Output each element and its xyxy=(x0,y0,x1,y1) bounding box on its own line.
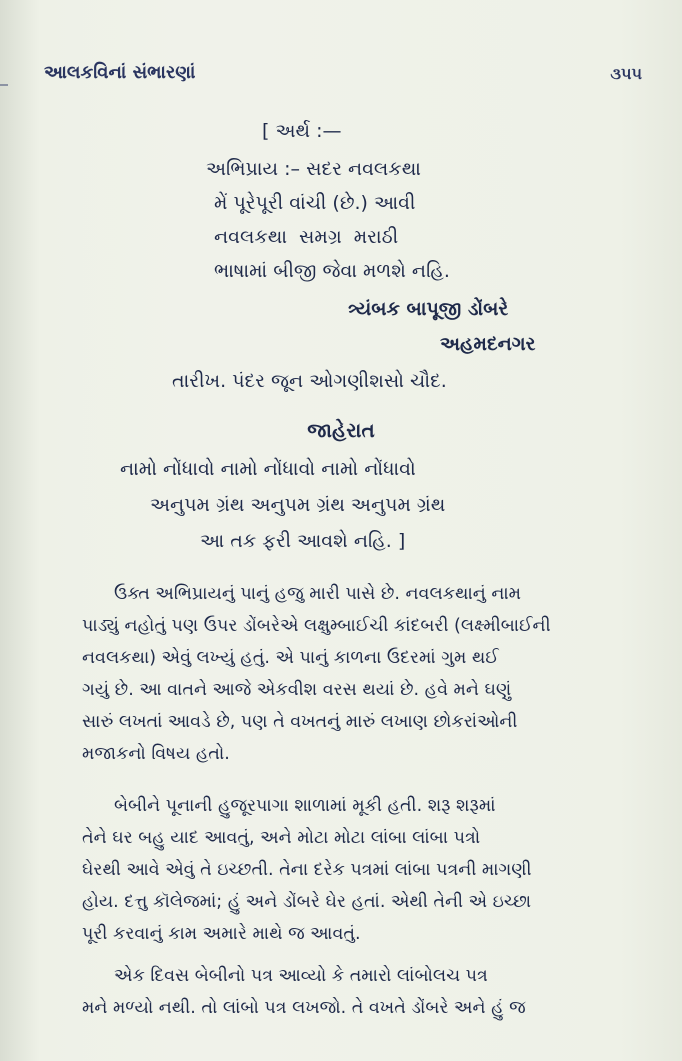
quote-line-4: ભાષામાં બીજી જેવા મળશે નહિ. xyxy=(214,260,450,282)
advertisement-line-1: નામો નોંધાવો નામો નોંધાવો નામો નોંધાવો xyxy=(120,458,416,480)
quote-line-2: મેં પૂરેપૂરી વાંચી (છે.) આવી xyxy=(214,192,416,214)
paragraph-line: ઘેરથી આવે એવું તે ઇચ્છતી. તેના દરેક પત્રમાં લાંબા પત્રની માગણી xyxy=(82,860,532,880)
quote-line-1: અભિપ્રાય :– સદર નવલકથા xyxy=(206,158,421,180)
advertisement-line-2: અનુપમ ગ્રંથ અનુપમ ગ્રંથ અનુપમ ગ્રંથ xyxy=(150,494,446,516)
advertisement-line-3: આ તક ફરી આવશે નહિ. ] xyxy=(200,530,406,552)
paragraph-1 xyxy=(82,578,642,770)
paragraph-line: ગયું છે. આ વાતને આજે એકવીશ વરસ થયાં છે. હવે મને ઘણું xyxy=(82,680,512,700)
paragraph-line: ઉક્ત અભિપ્રાયનું પાનું હજુ મારી પાસે છે. નવલકથાનું નામ xyxy=(114,584,522,604)
quote-line-3: નવલકથા સમગ્ર મરાઠી xyxy=(214,226,399,248)
paragraph-line: સારું લખતાં આવડે છે, પણ તે વખતનું મારું લખાણ છોકરાંઓની xyxy=(82,712,518,732)
paragraph-3 xyxy=(82,960,642,1024)
paragraph-2 xyxy=(82,790,642,950)
page-header xyxy=(44,62,642,96)
page-number: ૩૫૫ xyxy=(610,64,642,83)
paragraph-line: નવલકથા) એવું લખ્યું હતું. એ પાનું કાળના ઉદરમાં ગુમ થઈ xyxy=(82,648,499,668)
paragraph-line: મને મળ્યો નથી. તો લાંબો પત્ર લખજો. તે વખતે ડોંબરે અને હું જ xyxy=(82,998,526,1018)
paragraph-line: બેબીને પૂનાની હુજૂરપાગા શાળામાં મૂકી હતી. શરૂ શરૂમાં xyxy=(114,796,496,816)
paragraph-line: તેને ઘર બહુ યાદ આવતું, અને મોટા મોટા લાંબા લાંબા પત્રો xyxy=(82,828,481,848)
paragraph-line: મજાકનો વિષય હતો. xyxy=(82,744,230,764)
quote-open: [ અર્થ :— xyxy=(262,120,342,142)
advertisement-title: જાહેરાત xyxy=(307,418,375,442)
paragraph-line: હોય. દત્તુ કૉલેજમાં; હું અને ડોંબરે ઘેર હતાં. એથી તેની એ ઇચ્છા xyxy=(82,892,532,912)
paragraph-line: પાડ્યું નહોતું પણ ઉપર ડોંબરેએ લક્ષુમ્બાઈચી કાંદબરી (લક્ષ્મીબાઈની xyxy=(82,616,551,636)
paragraph-line: પૂરી કરવાનું કામ અમારે માથે જ આવતું. xyxy=(82,924,361,944)
signature-place: અહમદનગર xyxy=(440,333,536,355)
running-title: આલકવિનાં સંભારણાં xyxy=(44,62,196,83)
signature-name: ત્ર્યંબક બાપૂજી ડોંબરે xyxy=(348,298,509,320)
quote-date: તારીખ. પંદર જૂન ઓગણીશસો ચૌદ. xyxy=(172,370,447,392)
paragraph-line: એક દિવસ બેબીનો પત્ર આવ્યો કે તમારો લાંબોલચ પત્ર xyxy=(114,966,488,986)
page-edge-mark xyxy=(0,84,8,86)
